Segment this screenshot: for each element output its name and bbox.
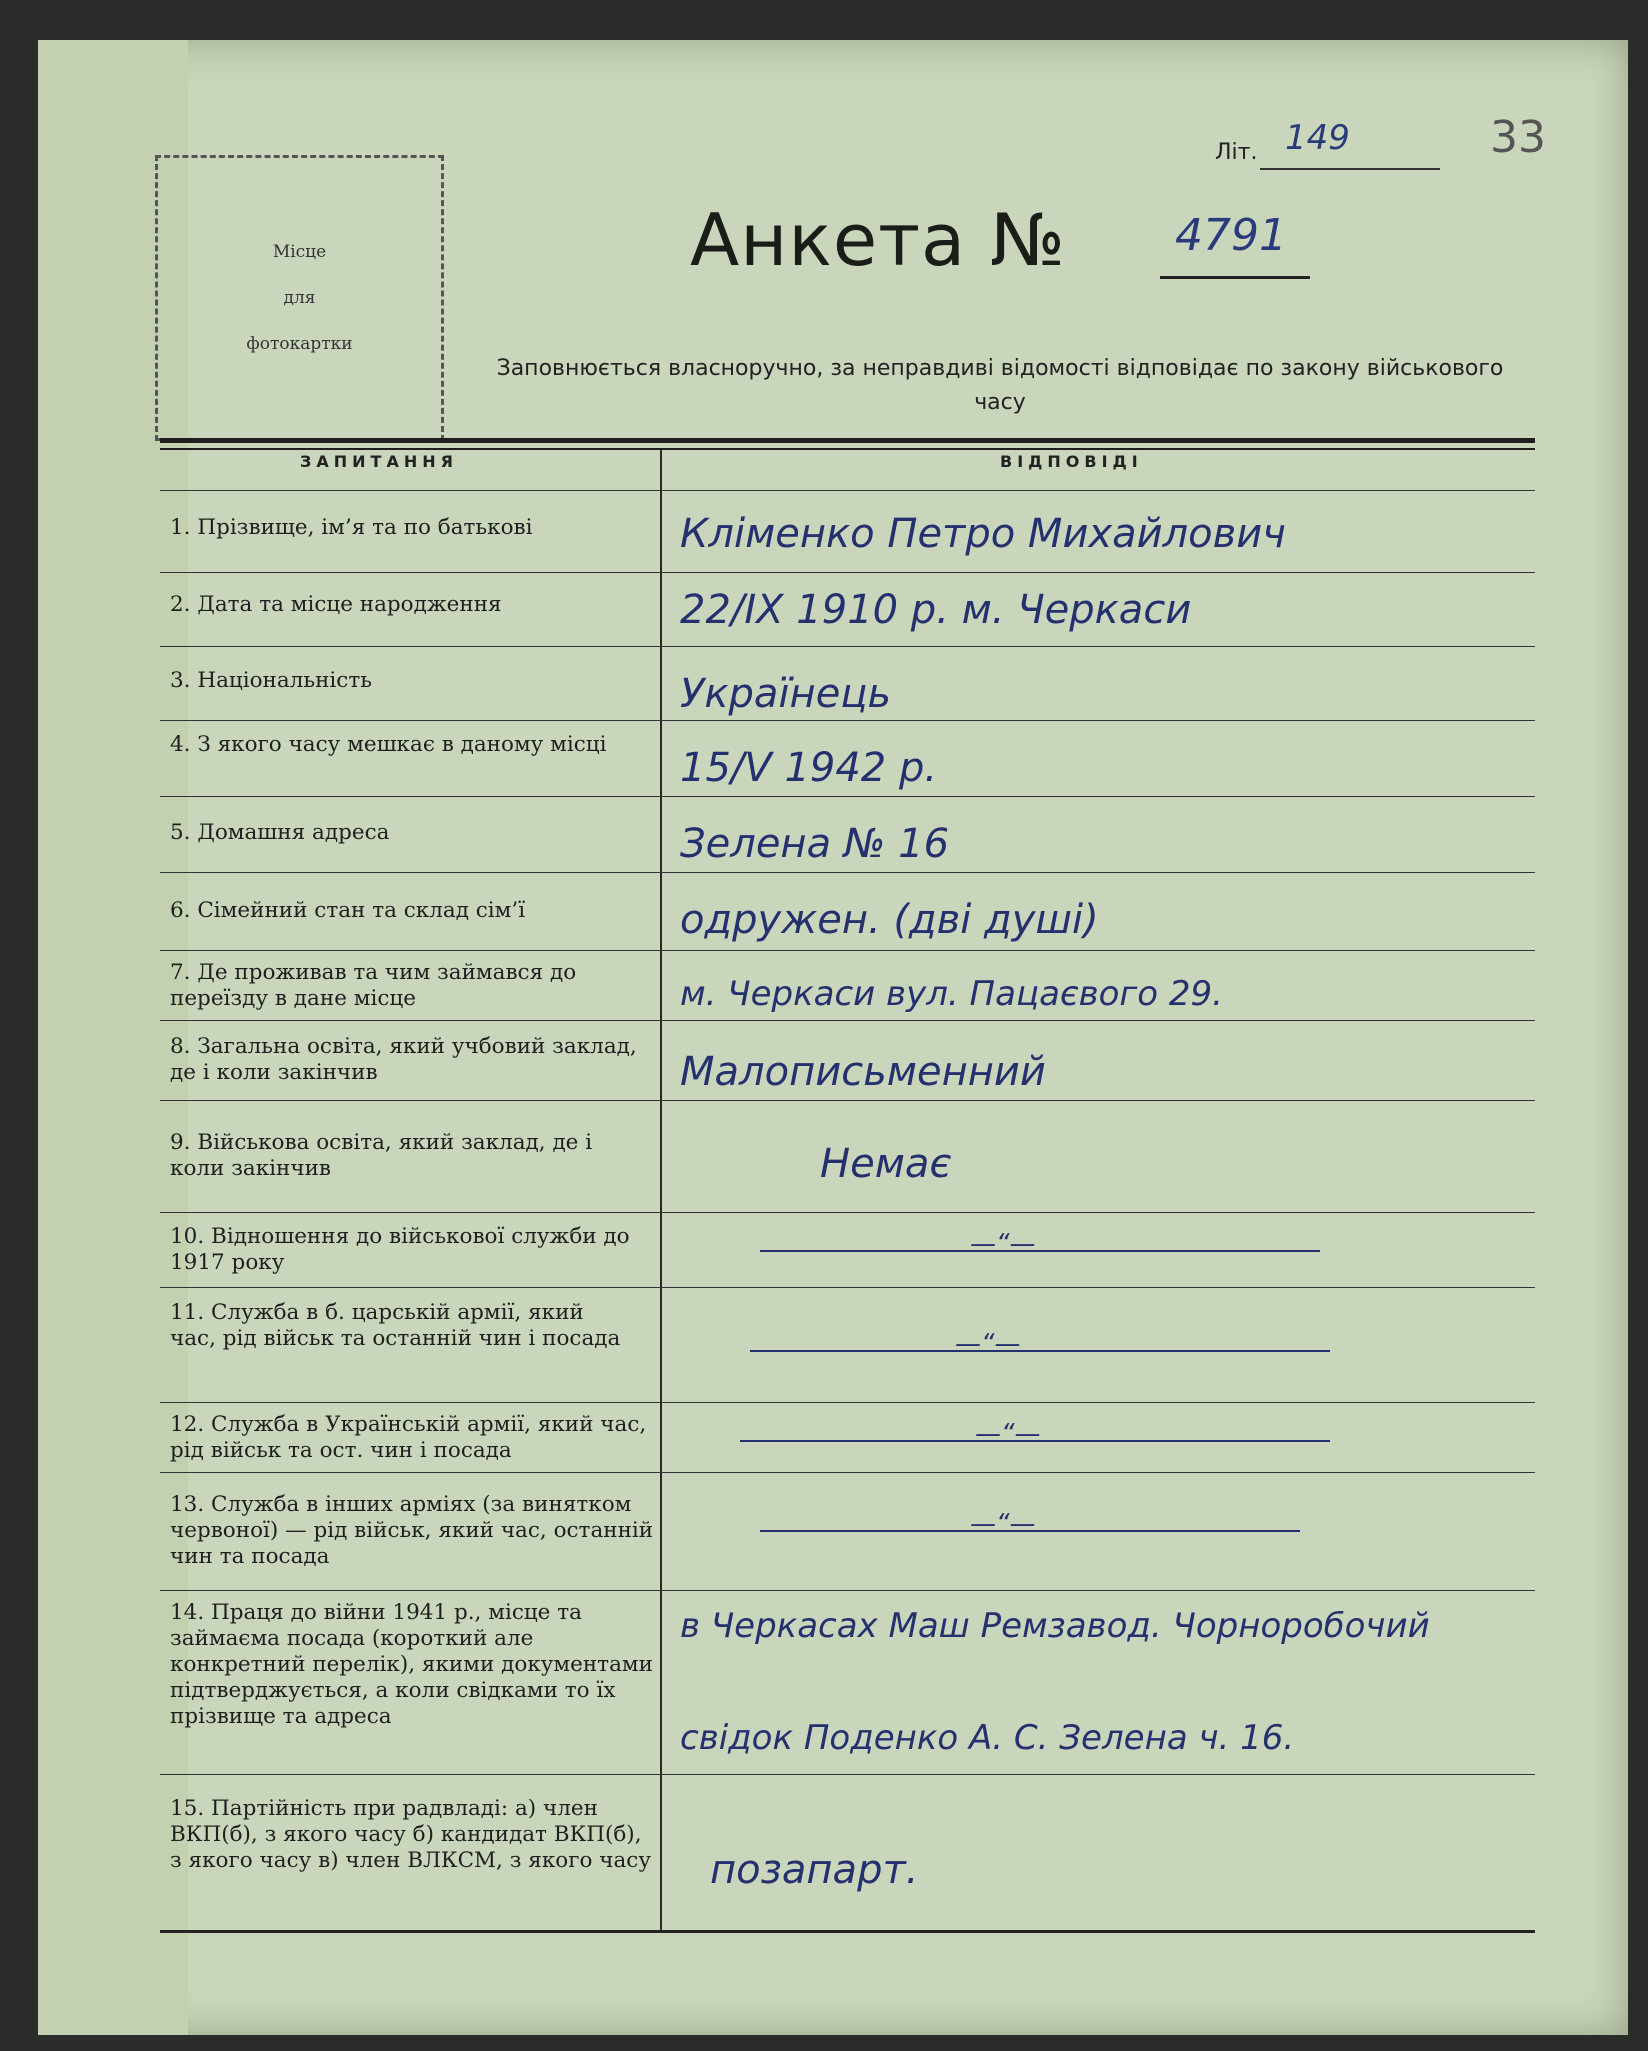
row-divider: [160, 1774, 1535, 1775]
lit-underline: [1260, 168, 1440, 170]
question-13: 13. Служба в інших арміях (за винятком червоної) — рід військ, який час, останній чин та посада: [170, 1492, 654, 1569]
answer-12: —“—: [975, 1419, 1041, 1449]
question-11: 11. Служба в б. царській армії, який час, рід військ та останній чин і посада: [170, 1300, 621, 1351]
answer-5: Зелена № 16: [680, 821, 950, 867]
row-divider: [160, 1590, 1535, 1591]
question-4: 4. З якого часу мешкає в даному місці: [170, 732, 607, 757]
question-3: 3. Національність: [170, 668, 372, 693]
question-7: 7. Де проживав та чим займався до переїзду в дане місце: [170, 960, 577, 1011]
row-divider: [160, 872, 1535, 873]
question-6: 6. Сімейний стан та склад сім’ї: [170, 898, 526, 923]
table-bottom-rule: [160, 1930, 1535, 1933]
row-divider: [160, 1402, 1535, 1403]
answer-14: в Черкасах Маш Ремзавод. Чорноробочий: [680, 1606, 1430, 1646]
answer-1: Кліменко Петро Михайлович: [680, 511, 1286, 557]
answer-3: Українець: [680, 671, 892, 717]
answer-15: позапарт.: [710, 1847, 919, 1893]
photo-label-line2: для: [283, 288, 316, 308]
lit-value: 149: [1285, 118, 1350, 158]
form-subtitle: Заповнюється власноручно, за неправдиві відомості відповідає по закону військового часу: [496, 356, 1504, 415]
row-divider: [160, 490, 1535, 491]
answer-2: 22/IX 1910 р. м. Черкаси: [680, 587, 1192, 633]
row-divider: [160, 646, 1535, 647]
row-divider: [160, 720, 1535, 721]
answer-13: —“—: [970, 1509, 1036, 1539]
answer-9: Немає: [820, 1141, 952, 1187]
question-1: 1. Прізвище, ім’я та по батькові: [170, 515, 533, 540]
row-divider: [160, 1212, 1535, 1213]
answer-10: —“—: [970, 1229, 1036, 1259]
photo-label-line3: фотокартки: [246, 334, 353, 354]
row-divider: [160, 1287, 1535, 1288]
question-12: 12. Служба в Українській армії, який час, рід військ та ост. чин і посада: [170, 1412, 647, 1463]
answer-6: одружен. (дві душі): [680, 897, 1099, 943]
answer-14-witness: свідок Поденко А. С. Зелена ч. 16.: [680, 1718, 1295, 1758]
row-divider: [160, 950, 1535, 951]
form-title: Анкета №: [690, 198, 1066, 282]
question-2: 2. Дата та місце народження: [170, 592, 502, 617]
question-15: 15. Партійність при радвладі: а) член ВКП(б), з якого часу б) кандидат ВКП(б), з якого часу в) член ВЛКСМ, з якого часу: [170, 1796, 651, 1873]
question-5: 5. Домашня адреса: [170, 820, 390, 845]
question-8: 8. Загальна освіта, який учбовий заклад, де і коли закінчив: [170, 1034, 637, 1085]
photo-label-line1: Місце: [272, 242, 327, 262]
question-10: 10. Відношення до військової служби до 1917 року: [170, 1224, 630, 1275]
header-rule-thin: [160, 448, 1535, 450]
photo-placeholder: [155, 155, 444, 441]
question-9: 9. Військова освіта, який заклад, де і коли закінчив: [170, 1130, 593, 1181]
column-header-answer: ВІДПОВІДІ: [1000, 452, 1143, 471]
row-divider: [160, 796, 1535, 797]
answer-4: 15/V 1942 р.: [680, 745, 938, 791]
row-divider: [160, 572, 1535, 573]
page-number: 33: [1490, 112, 1546, 163]
row-divider: [160, 1472, 1535, 1473]
lit-label: Літ.: [1215, 140, 1258, 165]
answer-8: Малописьменний: [680, 1049, 1046, 1095]
form-number-underline: [1160, 276, 1310, 279]
answer-7: м. Черкаси вул. Пацаєвого 29.: [680, 974, 1223, 1014]
row-divider: [160, 1020, 1535, 1021]
row-divider: [160, 1100, 1535, 1101]
answer-11: —“—: [955, 1329, 1021, 1359]
question-14: 14. Праця до війни 1941 р., місце та займаєма посада (короткий але конкретний перелік), якими документами підтверджується, а коли свідками то їх прізвище та адреса: [170, 1600, 653, 1729]
form-number: 4791: [1175, 210, 1287, 261]
column-header-question: ЗАПИТАННЯ: [300, 452, 458, 471]
header-rule: [160, 438, 1535, 443]
column-divider: [660, 450, 662, 1930]
